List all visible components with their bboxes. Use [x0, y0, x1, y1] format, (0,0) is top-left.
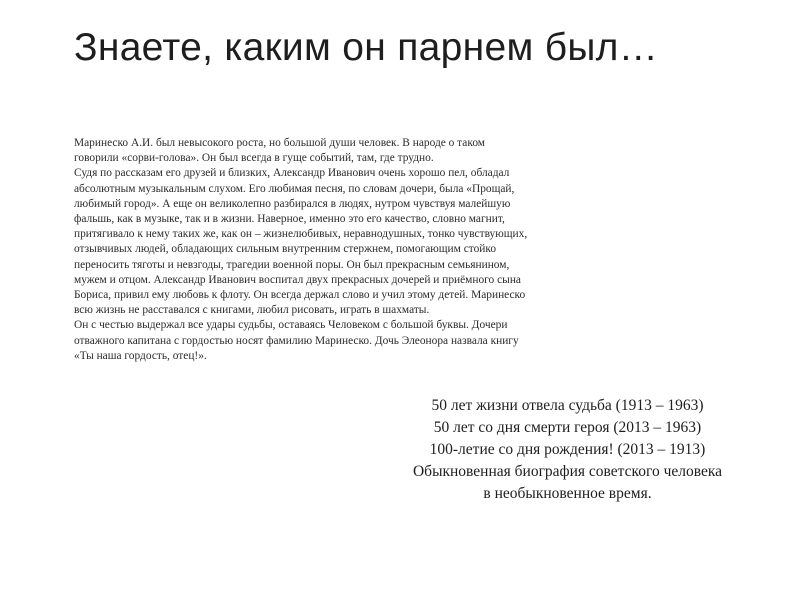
- body-line: говорили «сорви-голова». Он был всегда в гуще событий, там, где трудно.: [74, 152, 434, 165]
- summary-line: 100-летие со дня рождения! (2013 – 1913): [429, 441, 706, 458]
- summary-line: в необыкновенное время.: [483, 485, 652, 502]
- body-line: притягивало к нему таких же, как он – жизнелюбивых, неравнодушных, тонко чувствующих,: [74, 228, 528, 241]
- body-line: Бориса, привил ему любовь к флоту. Он всегда держал слово и учил этому детей. Маринеско: [74, 289, 526, 302]
- summary-line: Обыкновенная биография советского человека: [412, 463, 723, 480]
- body-line: отважного капитана с гордостью носят фамилию Маринеско. Дочь Элеонора назвала книгу: [74, 334, 519, 347]
- body-line: «Ты наша гордость, отец!».: [74, 349, 207, 362]
- summary-block: [360, 395, 775, 505]
- body-line: мужем и отцом. Александр Иванович воспитал двух прекрасных дочерей и приёмного сына: [74, 273, 521, 286]
- body-line: всю жизнь не расставался с книгами, любил рисовать, играть в шахматы.: [74, 304, 430, 317]
- body-line: Он с честью выдержал все удары судьбы, оставаясь Человеком с большой буквы. Дочери: [74, 319, 508, 332]
- body-line: отзывчивых людей, обладающих сильным внутренним стержнем, помогающим стойко: [74, 243, 497, 256]
- summary-line: 50 лет жизни отвела судьба (1913 – 1963): [431, 397, 704, 414]
- body-line: переносить тяготы и невзгоды, трагедии военной поры. Он был прекрасным семьянином,: [74, 258, 510, 271]
- body-line: Маринеско А.И. был невысокого роста, но большой души человек. В народе о таком: [74, 137, 486, 149]
- slide-title: Знаете, каким он парнем был…: [74, 26, 659, 69]
- body-line: любимый город». А еще он великолепно разбирался в людях, нутром чувствуя малейшую: [74, 197, 511, 210]
- body-line: Судя по рассказам его друзей и близких, Александр Иванович очень хорошо пел, обладал: [74, 167, 510, 180]
- summary-line: 50 лет со дня смерти героя (2013 – 1963): [433, 419, 702, 436]
- body-line: абсолютным музыкальным слухом. Его любимая песня, по словам дочери, была «Прощай,: [74, 182, 515, 195]
- body-line: фальшь, как в музыке, так и в жизни. Наверное, именно это его качество, словно магнит,: [74, 213, 505, 226]
- body-paragraph: [74, 136, 634, 364]
